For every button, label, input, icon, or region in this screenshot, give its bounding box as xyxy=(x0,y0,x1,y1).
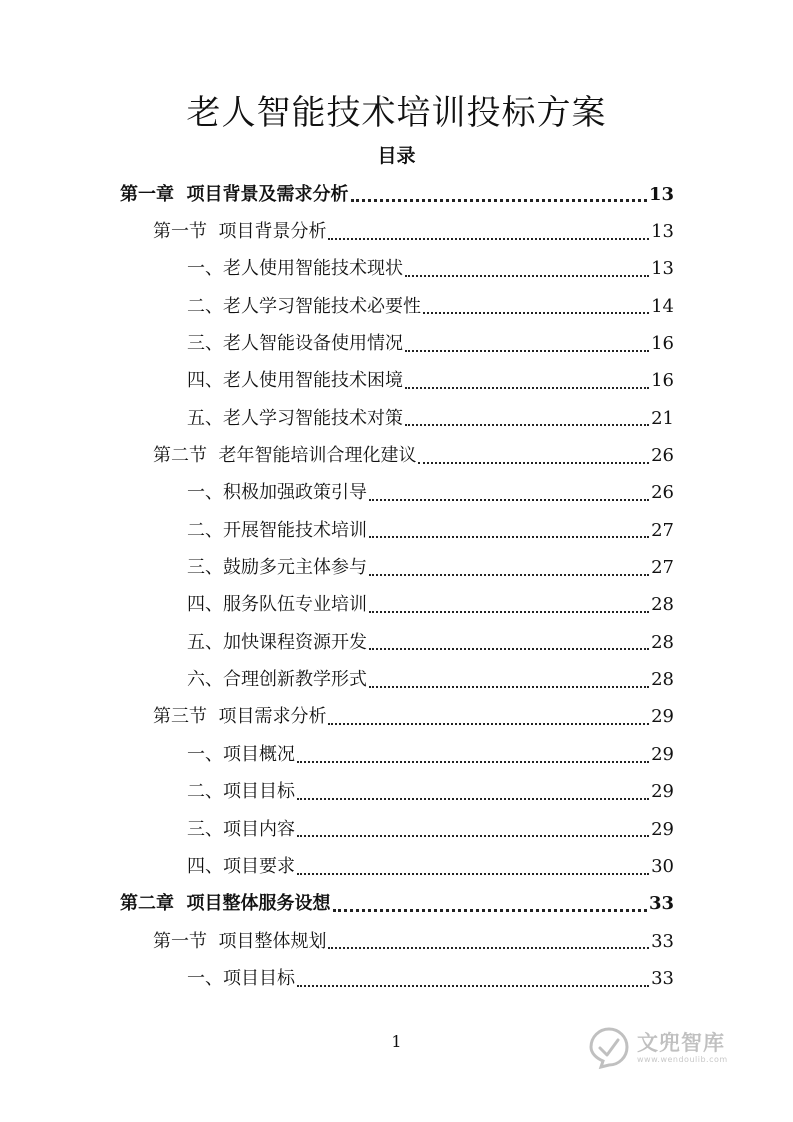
toc-leader-dots xyxy=(369,574,649,576)
toc-entry-page: 16 xyxy=(651,370,674,392)
toc-leader-dots xyxy=(297,761,649,763)
toc-leader-dots xyxy=(297,798,649,800)
toc-entry[interactable] xyxy=(0,549,793,586)
toc-entry-label: 二、老人学习智能技术必要性 xyxy=(187,295,421,317)
toc-leader-dots xyxy=(418,462,649,464)
toc-entry[interactable] xyxy=(0,699,793,736)
toc-leader-dots xyxy=(333,909,647,912)
toc-leader-dots xyxy=(405,424,649,426)
toc-leader-dots xyxy=(297,873,649,875)
toc-leader-dots xyxy=(328,238,649,240)
toc-entry[interactable] xyxy=(0,886,793,923)
toc-entry-label: 五、加快课程资源开发 xyxy=(187,631,367,653)
toc-entry[interactable] xyxy=(0,811,793,848)
toc-leader-dots xyxy=(328,723,649,725)
toc-entry-page: 26 xyxy=(651,482,674,504)
toc-entry-page: 28 xyxy=(651,594,674,616)
toc-entry-page: 13 xyxy=(651,221,674,243)
toc-leader-dots xyxy=(423,312,649,314)
toc-entry-label: 五、老人学习智能技术对策 xyxy=(187,407,403,429)
toc-entry[interactable] xyxy=(0,437,793,474)
toc-entry-label: 二、项目目标 xyxy=(187,781,295,803)
toc-entry[interactable] xyxy=(0,325,793,362)
toc-entry[interactable] xyxy=(0,512,793,549)
toc-entry-label: 三、鼓励多元主体参与 xyxy=(187,557,367,579)
toc-entry-page: 29 xyxy=(651,781,674,803)
toc-entry[interactable] xyxy=(0,363,793,400)
toc-leader-dots xyxy=(405,350,649,352)
table-of-contents xyxy=(0,176,793,998)
toc-entry[interactable] xyxy=(0,176,793,213)
toc-entry-label: 四、服务队伍专业培训 xyxy=(187,594,367,616)
toc-entry-page: 33 xyxy=(651,930,674,952)
toc-entry-page: 27 xyxy=(651,557,674,579)
toc-entry-page: 33 xyxy=(651,967,674,989)
toc-entry[interactable] xyxy=(0,774,793,811)
document-title: 老人智能技术培训投标方案 xyxy=(186,93,607,133)
toc-entry-page: 14 xyxy=(651,295,674,317)
toc-entry-label: 二、开展智能技术培训 xyxy=(187,519,367,541)
toc-entry-page: 27 xyxy=(651,519,674,541)
toc-leader-dots xyxy=(297,835,649,837)
toc-leader-dots xyxy=(405,275,649,277)
toc-entry-label: 第一节 项目整体规划 xyxy=(153,930,327,952)
toc-leader-dots xyxy=(369,536,649,538)
toc-entry-label: 一、老人使用智能技术现状 xyxy=(187,258,403,280)
toc-entry-label: 一、积极加强政策引导 xyxy=(187,482,367,504)
toc-entry-page: 29 xyxy=(651,706,674,728)
toc-entry-label: 一、项目概况 xyxy=(187,743,295,765)
toc-entry-label: 第二章 项目整体服务设想 xyxy=(120,893,331,915)
toc-leader-dots xyxy=(369,611,649,613)
toc-leader-dots xyxy=(369,686,649,688)
toc-entry-page: 21 xyxy=(651,407,674,429)
toc-entry[interactable] xyxy=(0,960,793,997)
toc-entry-page: 30 xyxy=(651,855,674,877)
toc-entry-label: 四、老人使用智能技术困境 xyxy=(187,370,403,392)
watermark-name: 文兜智库 xyxy=(637,1031,725,1055)
toc-entry-label: 第三节 项目需求分析 xyxy=(153,706,327,728)
toc-entry-label: 第一章 项目背景及需求分析 xyxy=(120,183,349,205)
toc-entry[interactable] xyxy=(0,400,793,437)
toc-leader-dots xyxy=(369,648,649,650)
toc-entry-page: 28 xyxy=(651,669,674,691)
toc-entry-label: 六、合理创新教学形式 xyxy=(187,669,367,691)
toc-entry-label: 四、项目要求 xyxy=(187,855,295,877)
toc-entry[interactable] xyxy=(0,736,793,773)
toc-entry-page: 16 xyxy=(651,333,674,355)
toc-entry-label: 一、项目目标 xyxy=(187,967,295,989)
toc-leader-dots xyxy=(351,199,647,202)
toc-entry[interactable] xyxy=(0,848,793,885)
toc-entry[interactable] xyxy=(0,587,793,624)
toc-entry-page: 28 xyxy=(651,631,674,653)
toc-entry[interactable] xyxy=(0,251,793,288)
toc-entry[interactable] xyxy=(0,475,793,512)
toc-entry-page: 13 xyxy=(651,258,674,280)
wendou-logo-icon xyxy=(587,1026,631,1070)
toc-entry-page: 33 xyxy=(648,893,674,915)
toc-entry-page: 13 xyxy=(648,183,674,205)
toc-entry-page: 29 xyxy=(651,818,674,840)
toc-entry-label: 三、项目内容 xyxy=(187,818,295,840)
toc-leader-dots xyxy=(369,499,649,501)
toc-entry[interactable] xyxy=(0,624,793,661)
toc-leader-dots xyxy=(328,947,649,949)
toc-heading: 目录 xyxy=(377,145,416,167)
watermark xyxy=(587,1020,757,1076)
toc-leader-dots xyxy=(405,387,649,389)
toc-entry[interactable] xyxy=(0,923,793,960)
toc-entry-label: 三、老人智能设备使用情况 xyxy=(187,333,403,355)
toc-entry-page: 26 xyxy=(651,445,674,467)
watermark-url: www.wendoulib.com xyxy=(637,1055,728,1064)
toc-entry-page: 29 xyxy=(651,743,674,765)
toc-entry[interactable] xyxy=(0,288,793,325)
toc-entry[interactable] xyxy=(0,661,793,698)
page-number: 1 xyxy=(391,1032,402,1051)
toc-leader-dots xyxy=(297,985,649,987)
toc-entry[interactable] xyxy=(0,213,793,250)
toc-entry-label: 第一节 项目背景分析 xyxy=(153,221,327,243)
toc-entry-label: 第二节 老年智能培训合理化建议 xyxy=(153,445,417,467)
